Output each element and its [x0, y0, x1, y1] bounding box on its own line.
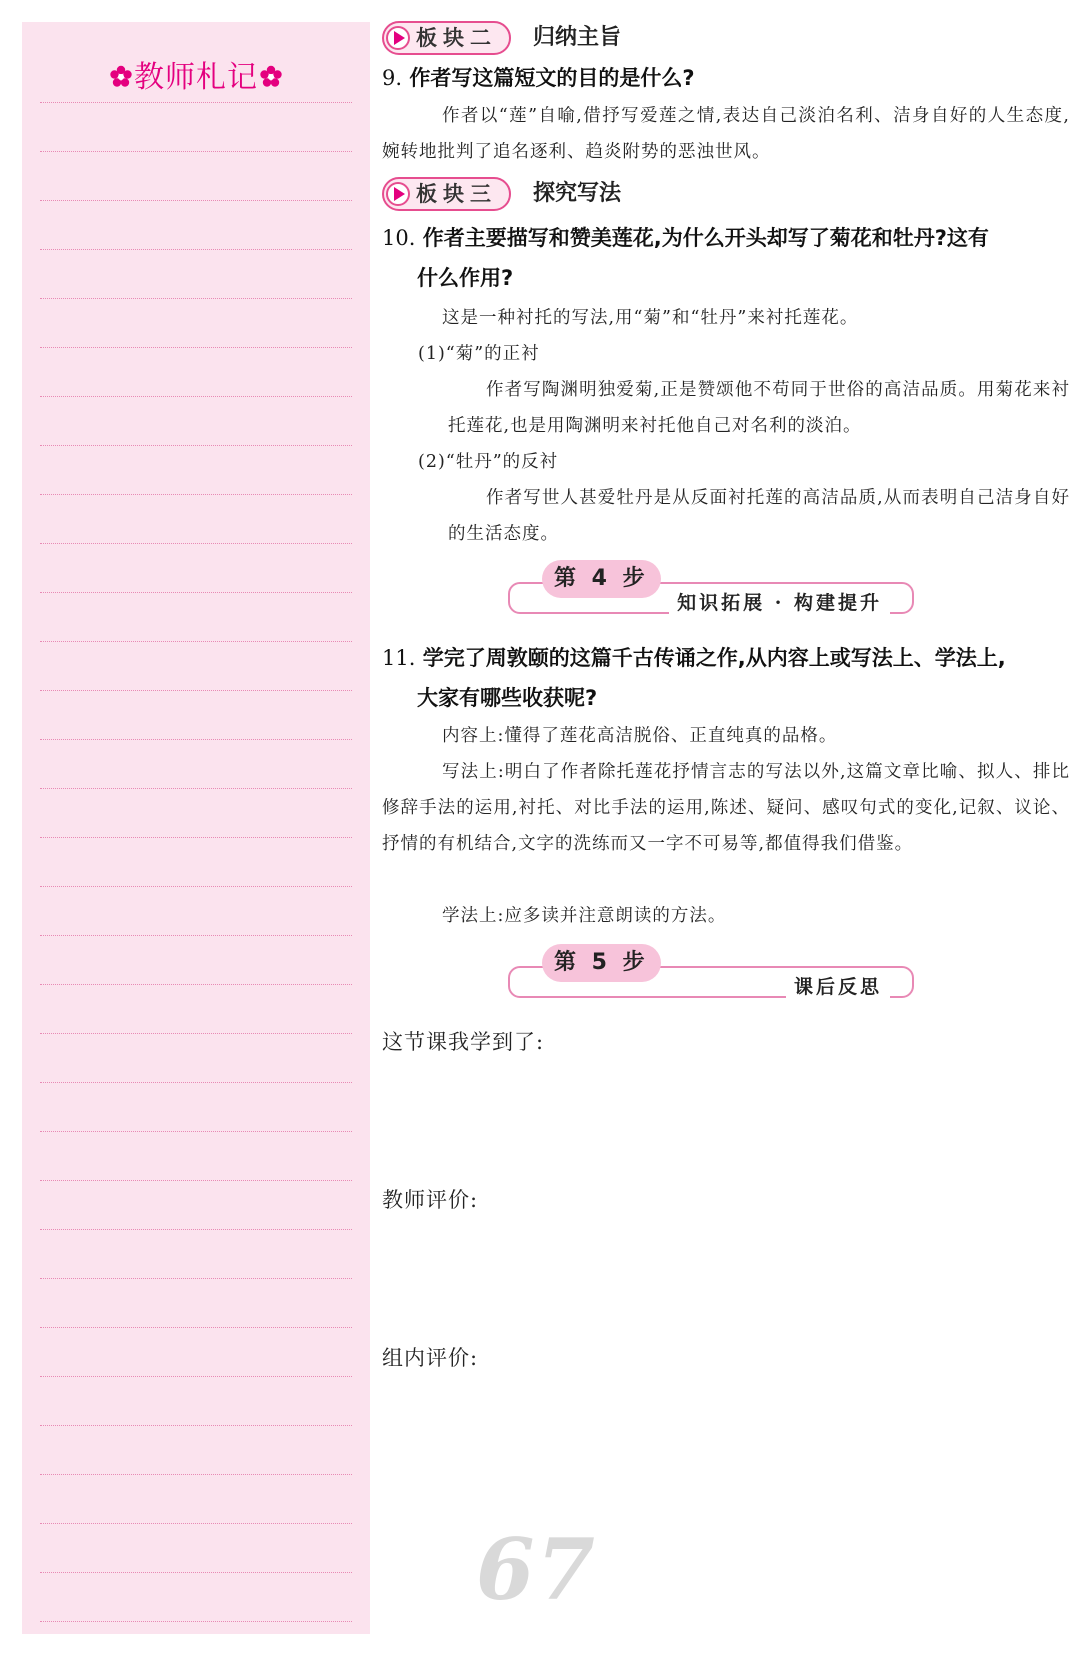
flower-icon [108, 63, 134, 98]
section-pill-label: 板块三 [416, 182, 497, 206]
note-line [40, 1180, 352, 1181]
section-title: 探究写法 [533, 181, 622, 206]
answer-10-sub1-label: (1)“菊”的正衬 [418, 344, 540, 364]
note-line [40, 200, 352, 201]
sidebar-title-row [22, 52, 370, 98]
section-header-3 [382, 174, 621, 214]
section-title: 归纳主旨 [533, 25, 622, 50]
reflection-group-eval: 组内评价: [382, 1346, 479, 1370]
answer-10-sub2-label: (2)“牡丹”的反衬 [418, 452, 559, 472]
play-triangle-icon [386, 182, 410, 206]
question-9 [382, 58, 1070, 98]
sidebar-title: 教师札记 [134, 60, 258, 95]
question-10 [382, 218, 1070, 298]
section-header-2 [382, 18, 621, 58]
question-11 [382, 638, 1070, 718]
question-text-line2: 大家有哪些收获呢? [417, 686, 598, 710]
reflection-teacher-eval: 教师评价: [382, 1188, 479, 1212]
question-text: 作者写这篇短文的目的是什么? [409, 66, 695, 90]
step-badge: 第 4 步 [542, 560, 661, 598]
note-line [40, 788, 352, 789]
reflection-learned: 这节课我学到了: [382, 1030, 545, 1054]
section-pill-label: 板块二 [416, 26, 497, 50]
note-line [40, 1278, 352, 1279]
main-content [382, 18, 1070, 1638]
note-line [40, 102, 352, 103]
note-line [40, 837, 352, 838]
note-line [40, 1523, 352, 1524]
note-line [40, 1082, 352, 1083]
question-text-line1: 学完了周敦颐的这篇千古传诵之作,从内容上或写法上、学法上, [422, 646, 1006, 670]
flower-icon [258, 63, 284, 98]
answer-11-content: 内容上:懂得了莲花高洁脱俗、正直纯真的品格。 [442, 726, 838, 746]
step-4-banner [508, 560, 914, 618]
note-line [40, 1033, 352, 1034]
note-line [40, 886, 352, 887]
note-line [40, 592, 352, 593]
note-line [40, 1474, 352, 1475]
note-line [40, 1572, 352, 1573]
note-line [40, 1229, 352, 1230]
note-line [40, 543, 352, 544]
step-label: 知识拓展 · 构建提升 [669, 590, 890, 616]
play-triangle-icon [386, 26, 410, 50]
note-line [40, 151, 352, 152]
step-badge: 第 5 步 [542, 944, 661, 982]
answer-11-study: 学法上:应多读并注意朗读的方法。 [442, 906, 727, 926]
note-line [40, 249, 352, 250]
note-line [40, 1327, 352, 1328]
question-text-line1: 作者主要描写和赞美莲花,为什么开头却写了菊花和牡丹?这有 [422, 226, 989, 250]
section-pill [382, 177, 511, 211]
page-number: 67 [476, 1520, 597, 1619]
answer-9: 作者以“莲”自喻,借抒写爱莲之情,表达自己淡泊名利、洁身自好的人生态度,婉转地批判了追名逐利、趋炎附势的恶浊世风。 [382, 106, 1070, 162]
note-line [40, 641, 352, 642]
note-line [40, 347, 352, 348]
note-line [40, 1425, 352, 1426]
question-text-line2: 什么作用? [417, 266, 514, 290]
note-line [40, 739, 352, 740]
answer-10-sub2-text: 作者写世人甚爱牡丹是从反面衬托莲的高洁品质,从而表明自己洁身自好的生活态度。 [448, 488, 1070, 544]
answer-10-sub1-text: 作者写陶渊明独爱菊,正是赞颂他不苟同于世俗的高洁品质。用菊花来衬托莲花,也是用陶渊明来衬托他自己对名利的淡泊。 [448, 380, 1070, 436]
note-line [40, 494, 352, 495]
note-line [40, 298, 352, 299]
section-pill [382, 21, 511, 55]
answer-10-intro: 这是一种衬托的写法,用“菊”和“牡丹”来衬托莲花。 [442, 308, 859, 328]
question-number: 10. [382, 226, 416, 250]
question-number: 9. [382, 66, 403, 90]
step-label: 课后反思 [786, 974, 890, 1000]
note-line [40, 984, 352, 985]
note-line [40, 1376, 352, 1377]
note-line [40, 935, 352, 936]
note-line [40, 690, 352, 691]
step-5-banner [508, 944, 914, 1002]
teacher-notes-sidebar [22, 22, 370, 1634]
note-line [40, 445, 352, 446]
answer-11-writing: 写法上:明白了作者除托莲花抒情言志的写法以外,这篇文章比喻、拟人、排比修辞手法的运用,衬托、对比手法的运用,陈述、疑问、感叹句式的变化,记叙、议论、抒情的有机结合,文字的洗练而又一字不可易等,都值得我们借鉴。 [382, 762, 1070, 854]
question-number: 11. [382, 646, 416, 670]
note-line [40, 396, 352, 397]
note-line [40, 1131, 352, 1132]
note-line [40, 1621, 352, 1622]
